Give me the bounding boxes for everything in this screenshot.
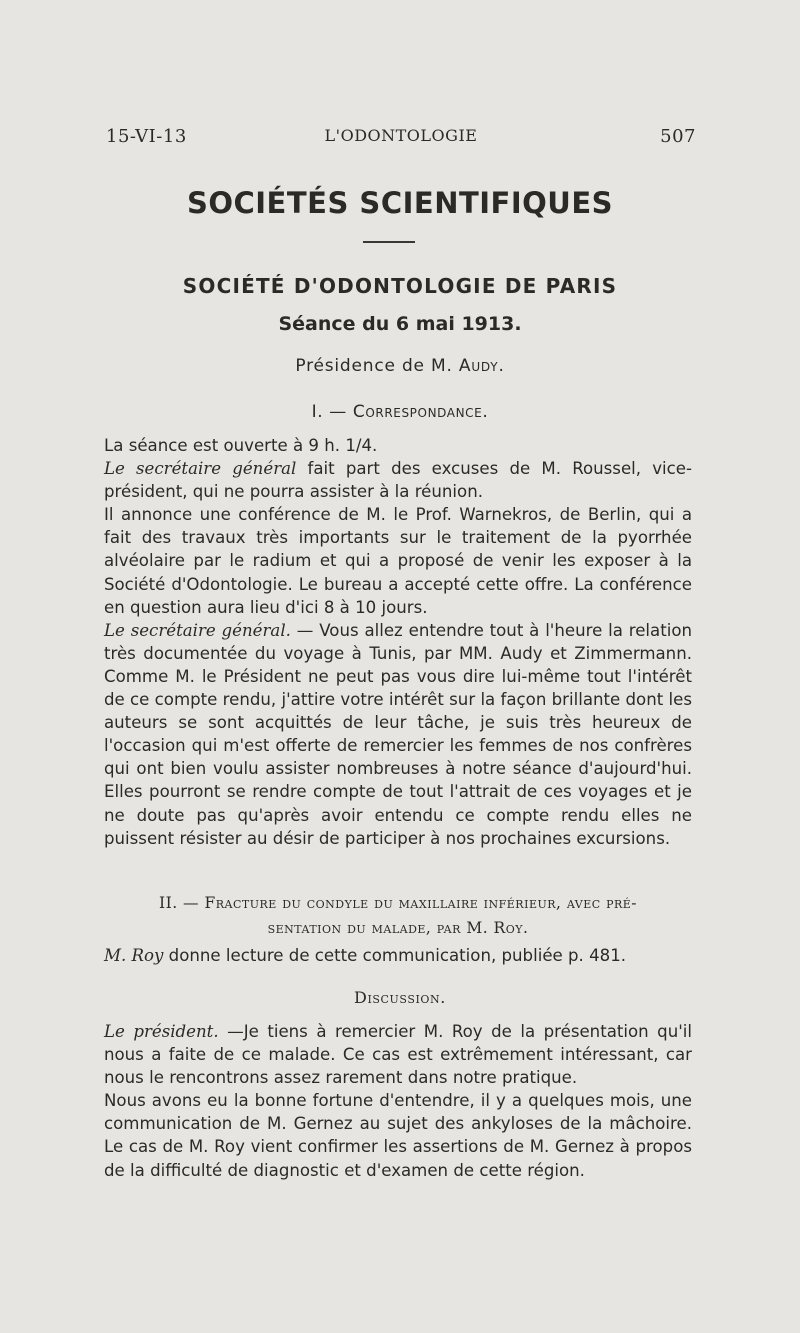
presidence-suffix: .	[498, 356, 505, 376]
running-head	[106, 126, 696, 154]
paragraph	[104, 944, 692, 967]
paragraph: Nous avons eu la bonne fortune d'entendre, il y a quelques mois, une communication de M. Gernez au sujet des ankyloses de la mâchoire. Le cas de M. Roy vient confirmer les assertions de M. Gernez à propos de la difficulté de diagnostic et d'examen de cette région.	[104, 1091, 692, 1180]
heading-1-title: Correspondance.	[352, 402, 489, 422]
page-number: 507	[660, 126, 696, 147]
paragraph	[104, 619, 692, 850]
paragraph-text: —Je tiens à remercier M. Roy de la présentation qu'il nous a faite de ce malade. Ce cas est extrêmement intéressant, car nous le rencontrons assez rarement dans notre pratique.	[104, 1022, 692, 1088]
heading-correspondance	[0, 402, 800, 422]
heading-2-line: sentation du malade, par M. Roy.	[267, 919, 529, 937]
speaker-label: Le secrétaire général	[104, 459, 297, 479]
paragraph: Il annonce une conférence de M. le Prof. Warnekros, de Berlin, qui a fait des travaux très importants sur le traitement de la pyorrhée alvéolaire par le radium et qui a proposé de venir les exposer à la Société d'Odontologie. Le bureau a accepté cette offre. La conférence en question aura lieu d'ici 8 à 10 jours.	[104, 505, 692, 617]
society-title: SOCIÉTÉ D'ODONTOLOGIE DE PARIS	[182, 274, 618, 298]
presidence-prefix: Présidence de M.	[295, 356, 459, 376]
paragraph: La séance est ouverte à 9 h. 1/4.	[104, 436, 378, 455]
title-rule	[363, 241, 415, 243]
heading-1-number: I. —	[311, 402, 353, 422]
fracture-text	[104, 944, 692, 967]
session-title: Séance du 6 mai 1913.	[278, 313, 522, 335]
paragraph	[104, 457, 692, 503]
presidence-line	[0, 356, 800, 376]
paragraph-text: donne lecture de cette communication, publiée p. 481.	[163, 946, 627, 965]
speaker-label: M. Roy	[104, 946, 164, 965]
page-date: 15-VI-13	[106, 126, 187, 147]
discussion-heading: Discussion.	[354, 988, 446, 1007]
heading-2-line: II. — Fracture du condyle du maxillaire inférieur, avec pré-	[158, 894, 638, 912]
discussion-text	[104, 1020, 692, 1182]
speaker-label: Le secrétaire général.	[104, 620, 291, 640]
correspondance-text	[104, 434, 692, 850]
section-title: SOCIÉTÉS SCIENTIFIQUES	[186, 186, 614, 220]
journal-title: L'ODONTOLOGIE	[324, 126, 478, 145]
speaker-label: Le président.	[104, 1022, 219, 1041]
heading-fracture	[104, 891, 692, 941]
paragraph-text: fait part des excuses de M. Roussel, vice-président, qui ne pourra assister à la réunion.	[104, 459, 692, 502]
paragraph	[104, 1020, 692, 1089]
president-name: Audy	[458, 356, 499, 376]
paragraph-text: — Vous allez entendre tout à l'heure la relation très documentée du voyage à Tunis, par MM. Audy et Zimmermann. Comme M. le Président ne peut pas vous dire lui-même tout l'intérêt de ce compte rendu, j'attire votre intérêt sur la façon brillante dont les auteurs se sont acquittés de leur tâche, je suis très heureux de l'occasion qui m'est offerte de remercier les femmes de nos confrères qui ont bien voulu assister nombreuses à notre séance d'aujourd'hui. Elles pourront se rendre compte de tout l'attrait de ces voyages et je ne doute pas qu'après avoir entendu ce compte rendu elles ne puissent résister au désir de participer à nos prochaines excursions.	[104, 620, 693, 848]
